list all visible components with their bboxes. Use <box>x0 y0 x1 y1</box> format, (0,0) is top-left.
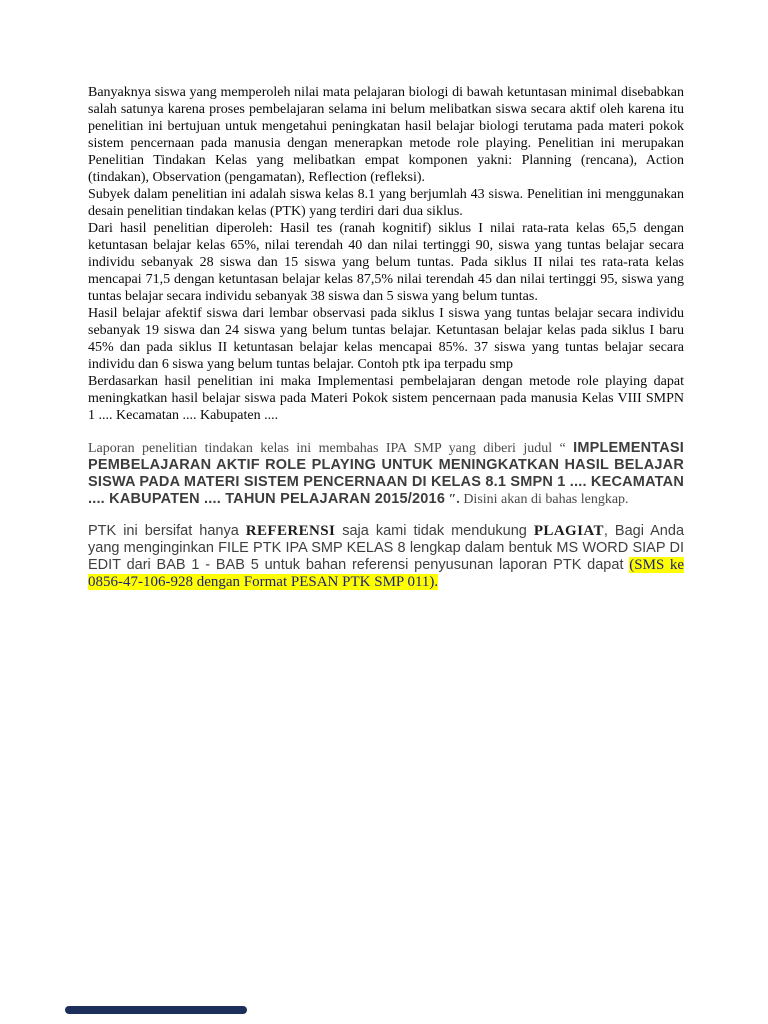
title-lead-text: Laporan penelitian tindakan kelas ini membahas IPA SMP yang diberi judul “ <box>88 441 574 456</box>
page-loader-bar <box>65 1006 247 1014</box>
referensi-bold-text: REFERENSI <box>245 523 336 539</box>
abstract-paragraph-3: Dari hasil penelitian diperoleh: Hasil tes (ranah kognitif) siklus I nilai rata-rata kelas 65,5 dengan ketuntasan belajar kelas 65%, nilai terendah 40 dan nilai tertinggi 90, siswa yang tuntas belajar secara individu sebanyak 28 siswa dan 15 siswa yang belum tuntas. Pada siklus II nilai tes rata-rata kelas mencapai 71,5 dengan ketuntasan belajar kelas 87,5% nilai terendah 45 dan nilai tertinggi 95, siswa yang tuntas belajar secara individu sebanyak 38 siswa dan 5 siswa yang belum tuntas. <box>88 221 684 304</box>
promo-run-1: PTK ini bersifat hanya <box>88 523 246 539</box>
report-title-paragraph <box>88 440 684 508</box>
abstract-paragraph-1: Banyaknya siswa yang memperoleh nilai mata pelajaran biologi di bawah ketuntasan minimal disebabkan salah satunya karena proses pembelajaran selama ini belum melibatkan siswa secara aktif oleh karena itu penelitian ini bertujuan untuk mengetahui peningkatan hasil belajar biologi terutama pada materi pokok sistem pencernaan pada manusia dengan menerapkan metode role playing. Penelitian ini merupakan Penelitian Tindakan Kelas yang melibatkan empat komponen yakni: Planning (rencana), Action (tindakan), Observation (pengamatan), Reflection (refleksi). <box>88 85 684 185</box>
report-title-text: IMPLEMENTASI PEMBELAJARAN AKTIF ROLE PLAYING UNTUK MENINGKATKAN HASIL BELAJAR SISWA PADA MATERI SISTEM PENCERNAAN DI KELAS 8.1 SMPN 1 .... KECAMATAN .... KABUPATEN .... TAHUN PELAJARAN 2015/2016 <box>88 440 684 507</box>
document-content <box>88 84 684 591</box>
title-tail-text: Disini akan di bahas lengkap. <box>463 492 629 507</box>
abstract-paragraph-4: Hasil belajar afektif siswa dari lembar observasi pada siklus I siswa yang tuntas belajar secara individu sebanyak 19 siswa dan 24 siswa yang belum tuntas belajar. Ketuntasan belajar kelas pada siklus I baru 45% dan pada siklus II ketuntasan belajar kelas mencapai 85%. 37 siswa yang tuntas belajar secara individu dan 6 siswa yang belum tuntas belajar. Contoh ptk ipa terpadu smp <box>88 306 684 372</box>
abstract-paragraph-5: Berdasarkan hasil penelitian ini maka Implementasi pembelajaran dengan metode role playing dapat meningkatkan hasil belajar siswa pada Materi Pokok sistem pencernaan pada manusia Kelas VIII SMPN 1 .... Kecamatan .... Kabupaten .... <box>88 374 684 423</box>
promo-run-2: saja kami tidak mendukung <box>335 523 534 539</box>
sms-contact-highlight: (SMS ke 0856-47-106-928 dengan Format PESAN PTK SMP 011). <box>88 557 684 590</box>
abstract-paragraph-2: Subyek dalam penelitian ini adalah siswa kelas 8.1 yang berjumlah 43 siswa. Penelitian ini menggunakan desain penelitian tindakan kelas (PTK) yang terdiri dari dua siklus. <box>88 187 684 219</box>
title-closing-quote: ″. <box>445 492 464 507</box>
promo-paragraph <box>88 523 684 591</box>
plagiat-bold-text: PLAGIAT <box>533 523 604 539</box>
promo-run-3: , Bagi Anda yang menginginkan FILE PTK IPA SMP KELAS 8 lengkap dalam bentuk MS WORD SIAP DI EDIT dari BAB 1 - BAB 5 untuk bahan referensi penyusunan laporan PTK dapat <box>88 523 685 573</box>
